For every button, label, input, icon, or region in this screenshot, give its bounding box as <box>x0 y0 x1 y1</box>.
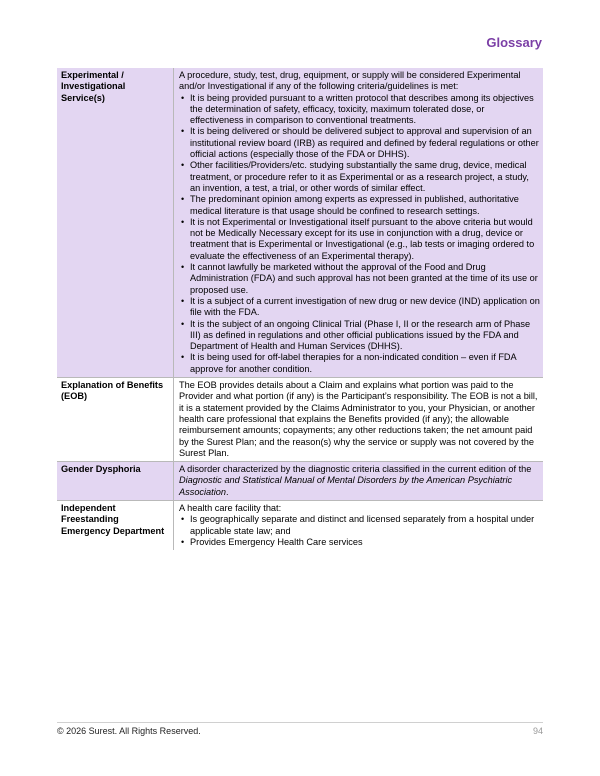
list-item: • It is a subject of a current investigation of new drug or new device (IND) application on file with the FDA. <box>190 296 540 319</box>
term-label: Independent Freestanding Emergency Department <box>57 500 174 550</box>
list-item: • It is being used for off-label therapies for a non-indicated condition – even if FDA approve for another condition. <box>190 352 540 375</box>
manual-title: Diagnostic and Statistical Manual of Mental Disorders by the American Psychiatric Association <box>179 475 513 497</box>
list-item: • It is being provided pursuant to a written protocol that describes among its objectives the determination of safety, efficacy, toxicity, maximum tolerated dose, or effectiveness in comparison to conventional treatments. <box>190 93 540 127</box>
definition-text: A disorder characterized by the diagnostic criteria classified in the current edition of the <box>179 464 532 475</box>
footer-divider <box>57 722 543 723</box>
term-definition <box>174 68 544 378</box>
glossary-row-experimental <box>57 68 543 378</box>
term-label: Explanation of Benefits (EOB) <box>57 378 174 462</box>
glossary-row-eob <box>57 378 543 462</box>
definition-intro: The EOB provides details about a Claim and explains what portion was paid to the Provider and what portion (if any) is the Participant’s responsibility. The EOB is not a bill, it is a statement provided by the Claims Administrator to you, your Physician, or another health care professional that explains the Benefits provided (if any); the allowable reimbursement amounts; copayments; any other reductions taken; the net amount paid by the Surest Plan; and the reason(s) why the service or supply was not covered by the Surest Plan. <box>179 380 538 458</box>
term-label: Gender Dysphoria <box>57 462 174 501</box>
footer-copyright: © 2026 Surest. All Rights Reserved. <box>57 726 201 736</box>
criteria-list <box>179 514 540 548</box>
definition-intro: A health care facility that: <box>179 502 282 513</box>
list-item: • It is the subject of an ongoing Clinical Trial (Phase I, II or the research arm of Phase III) as defined in regulations and other official publications issued by the FDA and Department of Health and Human Services (DHHS). <box>190 319 540 353</box>
term-definition <box>174 462 544 501</box>
list-item: • Provides Emergency Health Care services <box>190 537 540 548</box>
definition-intro: A procedure, study, test, drug, equipment, or supply will be considered Experimental and/or Investigational if any of the following criteria/guidelines is met: <box>179 70 521 92</box>
list-item: • It cannot lawfully be marketed without the approval of the Food and Drug Administration (FDA) and such approval has not been granted at the time of its use or proposed use. <box>190 262 540 296</box>
definition-text-end: . <box>225 486 229 497</box>
term-label: Experimental / Investigational Service(s) <box>57 68 174 378</box>
term-definition <box>174 500 544 550</box>
glossary-table <box>57 68 543 550</box>
page-number: 94 <box>532 726 543 736</box>
list-item: • It is not Experimental or Investigational itself pursuant to the above criteria but would not be Medically Necessary except for its use in conjunction with a drug, device or treatment that is Experimental or Investigational (e.g., lab tests or imaging ordered to evaluate the effectiveness of an Experimental therapy). <box>190 217 540 262</box>
list-item: • The predominant opinion among experts as expressed in published, authoritative medical literature is that usage should be confined to research settings. <box>190 194 540 217</box>
list-item: • Is geographically separate and distinct and licensed separately from a hospital under applicable state law; and <box>190 514 540 537</box>
list-item: • It is being delivered or should be delivered subject to approval and supervision of an institutional review board (IRB) as required and defined by federal regulations or other official actions (especially those of the FDA or DHHS). <box>190 126 540 160</box>
term-definition <box>174 378 544 462</box>
list-item: • Other facilities/Providers/etc. studying substantially the same drug, device, medical treatment, or procedure refer to it as Experimental or as a research project, a study, an invention, a test, a trial, or other words of similar effect. <box>190 160 540 194</box>
glossary-row-freestanding-ed <box>57 500 543 550</box>
glossary-row-gender-dysphoria <box>57 462 543 501</box>
page-title: Glossary <box>486 35 542 50</box>
criteria-list <box>179 93 540 375</box>
